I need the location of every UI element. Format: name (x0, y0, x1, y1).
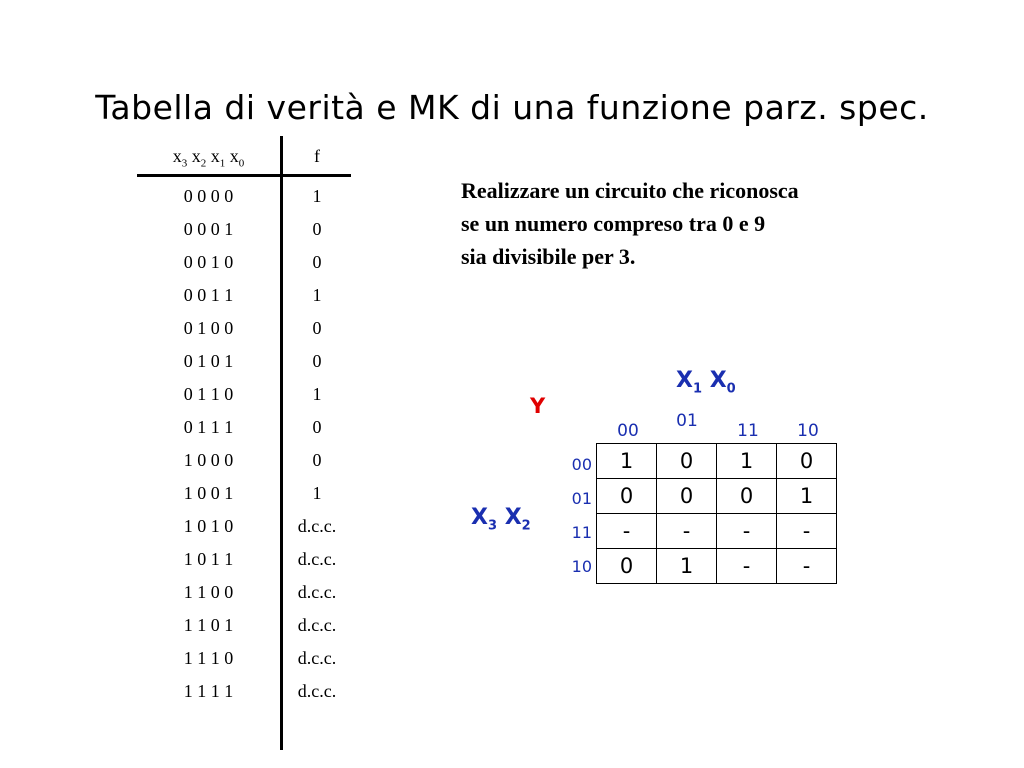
kmap-row (597, 479, 837, 514)
kmap-cell: - (717, 514, 777, 549)
row-inputs: 1 1 0 0 (183, 582, 234, 602)
row-inputs: 0 0 0 0 (183, 186, 234, 206)
kmap-cell: 0 (777, 444, 837, 479)
row-inputs: 1 0 1 0 (183, 516, 234, 536)
description-line: sia divisibile per 3. (461, 244, 636, 269)
truth-table-row (137, 675, 351, 708)
truth-table-row (137, 378, 351, 411)
row-inputs: 1 0 0 1 (183, 483, 234, 503)
kmap-column-variables: $X_1$ $X_0$ (676, 368, 736, 397)
row-output: 0 (312, 417, 322, 437)
kmap-cell: 1 (777, 479, 837, 514)
kmap-cell: - (597, 514, 657, 549)
row-output: d.c.c. (297, 582, 337, 602)
kmap-row-header: 00 (571, 455, 592, 474)
kmap-cell: 0 (657, 444, 717, 479)
output-header: f (314, 146, 320, 166)
row-inputs: 0 1 0 0 (183, 318, 234, 338)
kmap-row (597, 514, 837, 549)
truth-table-row (137, 444, 351, 477)
truth-table-row (137, 642, 351, 675)
kmap-output-label: Y (530, 394, 546, 418)
kmap-row-header: 01 (571, 489, 592, 508)
row-output: 0 (312, 219, 322, 239)
kmap-cell: 0 (597, 549, 657, 584)
kmap-cell: - (777, 549, 837, 584)
row-inputs: 0 1 0 1 (183, 351, 234, 371)
kmap-cell: - (717, 549, 777, 584)
problem-description (461, 174, 799, 273)
row-inputs: 1 0 1 1 (183, 549, 234, 569)
truth-table-row (137, 180, 351, 213)
kmap-cell: 0 (717, 479, 777, 514)
kmap-row-header: 11 (571, 523, 592, 542)
row-inputs: 0 1 1 0 (183, 384, 234, 404)
row-output: d.c.c. (297, 549, 337, 569)
truth-table-row (137, 576, 351, 609)
row-output: 0 (312, 318, 322, 338)
karnaugh-map (596, 443, 837, 584)
kmap-cell: 1 (657, 549, 717, 584)
row-inputs: 1 1 1 1 (183, 681, 234, 701)
kmap-cell: 1 (597, 444, 657, 479)
header-divider (137, 174, 351, 177)
row-inputs: 0 0 0 1 (183, 219, 234, 239)
row-output: 1 (312, 384, 322, 404)
kmap-row (597, 444, 837, 479)
truth-table-row (137, 345, 351, 378)
row-output: 0 (312, 252, 322, 272)
truth-table-row (137, 510, 351, 543)
kmap-row (597, 549, 837, 584)
truth-table-row (137, 609, 351, 642)
truth-table (137, 136, 351, 750)
kmap-cell: 1 (717, 444, 777, 479)
row-inputs: 0 1 1 1 (183, 417, 234, 437)
row-inputs: 0 0 1 0 (183, 252, 234, 272)
kmap-column-header: 01 (676, 411, 698, 431)
row-output: 1 (312, 483, 322, 503)
truth-table-row (137, 312, 351, 345)
truth-table-row (137, 411, 351, 444)
description-line: Realizzare un circuito che riconosca (461, 178, 799, 203)
kmap-cell: - (777, 514, 837, 549)
row-inputs: 1 1 1 0 (183, 648, 234, 668)
kmap-cell: - (657, 514, 717, 549)
truth-table-row (137, 279, 351, 312)
truth-table-row (137, 477, 351, 510)
row-inputs: 1 0 0 0 (183, 450, 234, 470)
row-output: 0 (312, 351, 322, 371)
row-output: d.c.c. (297, 516, 337, 536)
kmap-column-header: 11 (737, 421, 759, 441)
description-line: se un numero compreso tra 0 e 9 (461, 211, 766, 236)
kmap-row-variables: $X_3$ $X_2$ (471, 505, 531, 534)
row-output: 1 (312, 186, 322, 206)
kmap-column-header: 10 (797, 421, 819, 441)
row-inputs: 1 1 0 1 (183, 615, 234, 635)
truth-table-row (137, 213, 351, 246)
kmap-column-header: 00 (617, 421, 639, 441)
input-header: $x_3$ $x_2$ $x_1$ $x_0$ (172, 146, 245, 170)
truth-table-row (137, 543, 351, 576)
row-inputs: 0 0 1 1 (183, 285, 234, 305)
row-output: 0 (312, 450, 322, 470)
truth-table-row (137, 246, 351, 279)
kmap-row-header: 10 (571, 557, 592, 576)
kmap-cell: 0 (597, 479, 657, 514)
row-output: d.c.c. (297, 615, 337, 635)
row-output: d.c.c. (297, 648, 337, 668)
kmap-cell: 0 (657, 479, 717, 514)
row-output: 1 (312, 285, 322, 305)
row-output: d.c.c. (297, 681, 337, 701)
page-title: Tabella di verità e MK di una funzione parz. spec. (95, 88, 929, 127)
